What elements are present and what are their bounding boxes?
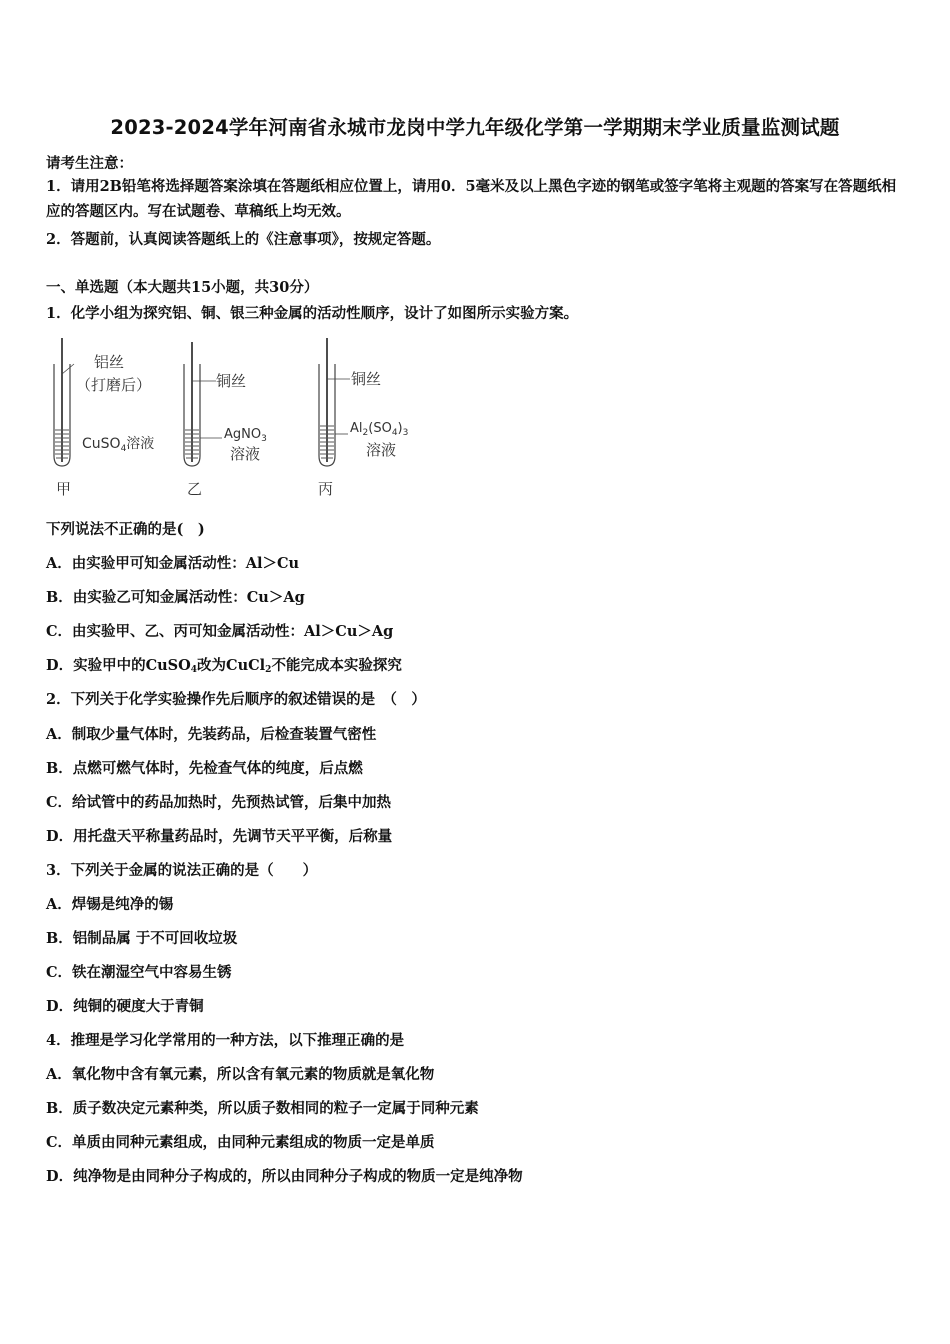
question-4-option-a: A．氧化物中含有氧元素，所以含有氧元素的物质就是氧化物 xyxy=(46,1066,435,1083)
question-1-option-d: D．实验甲中的CuSO$_4$改为CuCl$_2$不能完成本实验探究 xyxy=(46,657,402,675)
tube-bing-label: 丙 xyxy=(318,480,334,498)
question-3-option-b: B．铝制品属 于不可回收垃圾 xyxy=(46,930,238,947)
tube-jia-wire-label: 铝丝 xyxy=(94,353,125,371)
tube-bing-solution-label: $Al_2(SO_4)_3$ xyxy=(350,421,409,438)
test-tube-yi xyxy=(184,342,222,466)
test-tube-bing xyxy=(319,338,350,466)
question-2-option-b: B．点燃可燃气体时，先检查气体的纯度，后点燃 xyxy=(46,760,363,777)
question-2-option-d: D．用托盘天平称量药品时，先调节天平平衡，后称量 xyxy=(46,828,393,845)
question-2-option-c: C．给试管中的药品加热时，先预热试管，后集中加热 xyxy=(46,794,392,811)
tube-bing-wire-label: 铜丝 xyxy=(351,370,382,388)
test-tube-jia xyxy=(54,338,74,466)
question-4-option-d: D．纯净物是由同种分子构成的，所以由同种分子构成的物质一定是纯净物 xyxy=(46,1168,523,1185)
tube-bing-solution-suffix: 溶液 xyxy=(366,441,397,459)
notice-item-1: 1．请用2B铅笔将选择题答案涂填在答题纸相应位置上，请用0．5毫米及以上黑色字迹的钢笔或签字笔将主观题的答案写在答题纸相应的答题区内。写在试题卷、草稿纸上均无效。 xyxy=(46,178,897,220)
question-4-option-c: C．单质由同种元素组成，由同种元素组成的物质一定是单质 xyxy=(46,1134,435,1151)
question-3-option-c: C．铁在潮湿空气中容易生锈 xyxy=(46,964,232,981)
tube-yi-solution-suffix: 溶液 xyxy=(230,445,261,463)
notice-heading: 请考生注意： xyxy=(46,155,133,172)
tube-yi-solution-label: AgNO$_3$ xyxy=(224,427,267,444)
question-1-option-b: B．由实验乙可知金属活动性：Cu＞Ag xyxy=(46,589,305,606)
tube-jia-note: （打磨后） xyxy=(76,376,152,394)
section-heading: 一、单选题（本大题共15小题，共30分） xyxy=(46,279,319,296)
question-4-option-b: B．质子数决定元素种类，所以质子数相同的粒子一定属于同种元素 xyxy=(46,1100,479,1117)
question-3-option-d: D．纯铜的硬度大于青铜 xyxy=(46,998,204,1015)
page-title: 2023-2024学年河南省永城市龙岗中学九年级化学第一学期期末学业质量监测试题 xyxy=(110,116,840,139)
question-4-stem: 4．推理是学习化学常用的一种方法，以下推理正确的是 xyxy=(46,1032,405,1049)
question-1-prompt: 下列说法不正确的是( ) xyxy=(46,521,205,538)
experiment-diagram xyxy=(44,334,464,504)
notice-item-2: 2．答题前，认真阅读答题纸上的《注意事项》，按规定答题。 xyxy=(46,231,441,248)
tube-yi-label: 乙 xyxy=(187,480,203,498)
question-2-stem: 2．下列关于化学实验操作先后顺序的叙述错误的是 （ ） xyxy=(46,691,426,708)
tube-jia-label: 甲 xyxy=(56,480,72,498)
question-1-stem: 1．化学小组为探究铝、铜、银三种金属的活动性顺序，设计了如图所示实验方案。 xyxy=(46,305,579,322)
question-1-option-c: C．由实验甲、乙、丙可知金属活动性：Al＞Cu＞Ag xyxy=(46,623,394,640)
question-3-stem: 3．下列关于金属的说法正确的是（ ） xyxy=(46,862,318,879)
tube-jia-solution-label: CuSO$_4$溶液 xyxy=(82,436,155,454)
tube-yi-wire-label: 铜丝 xyxy=(216,372,247,390)
question-2-option-a: A．制取少量气体时，先装药品，后检查装置气密性 xyxy=(46,726,377,743)
question-3-option-a: A．焊锡是纯净的锡 xyxy=(46,896,174,913)
question-1-option-a: A．由实验甲可知金属活动性：Al＞Cu xyxy=(46,555,300,572)
